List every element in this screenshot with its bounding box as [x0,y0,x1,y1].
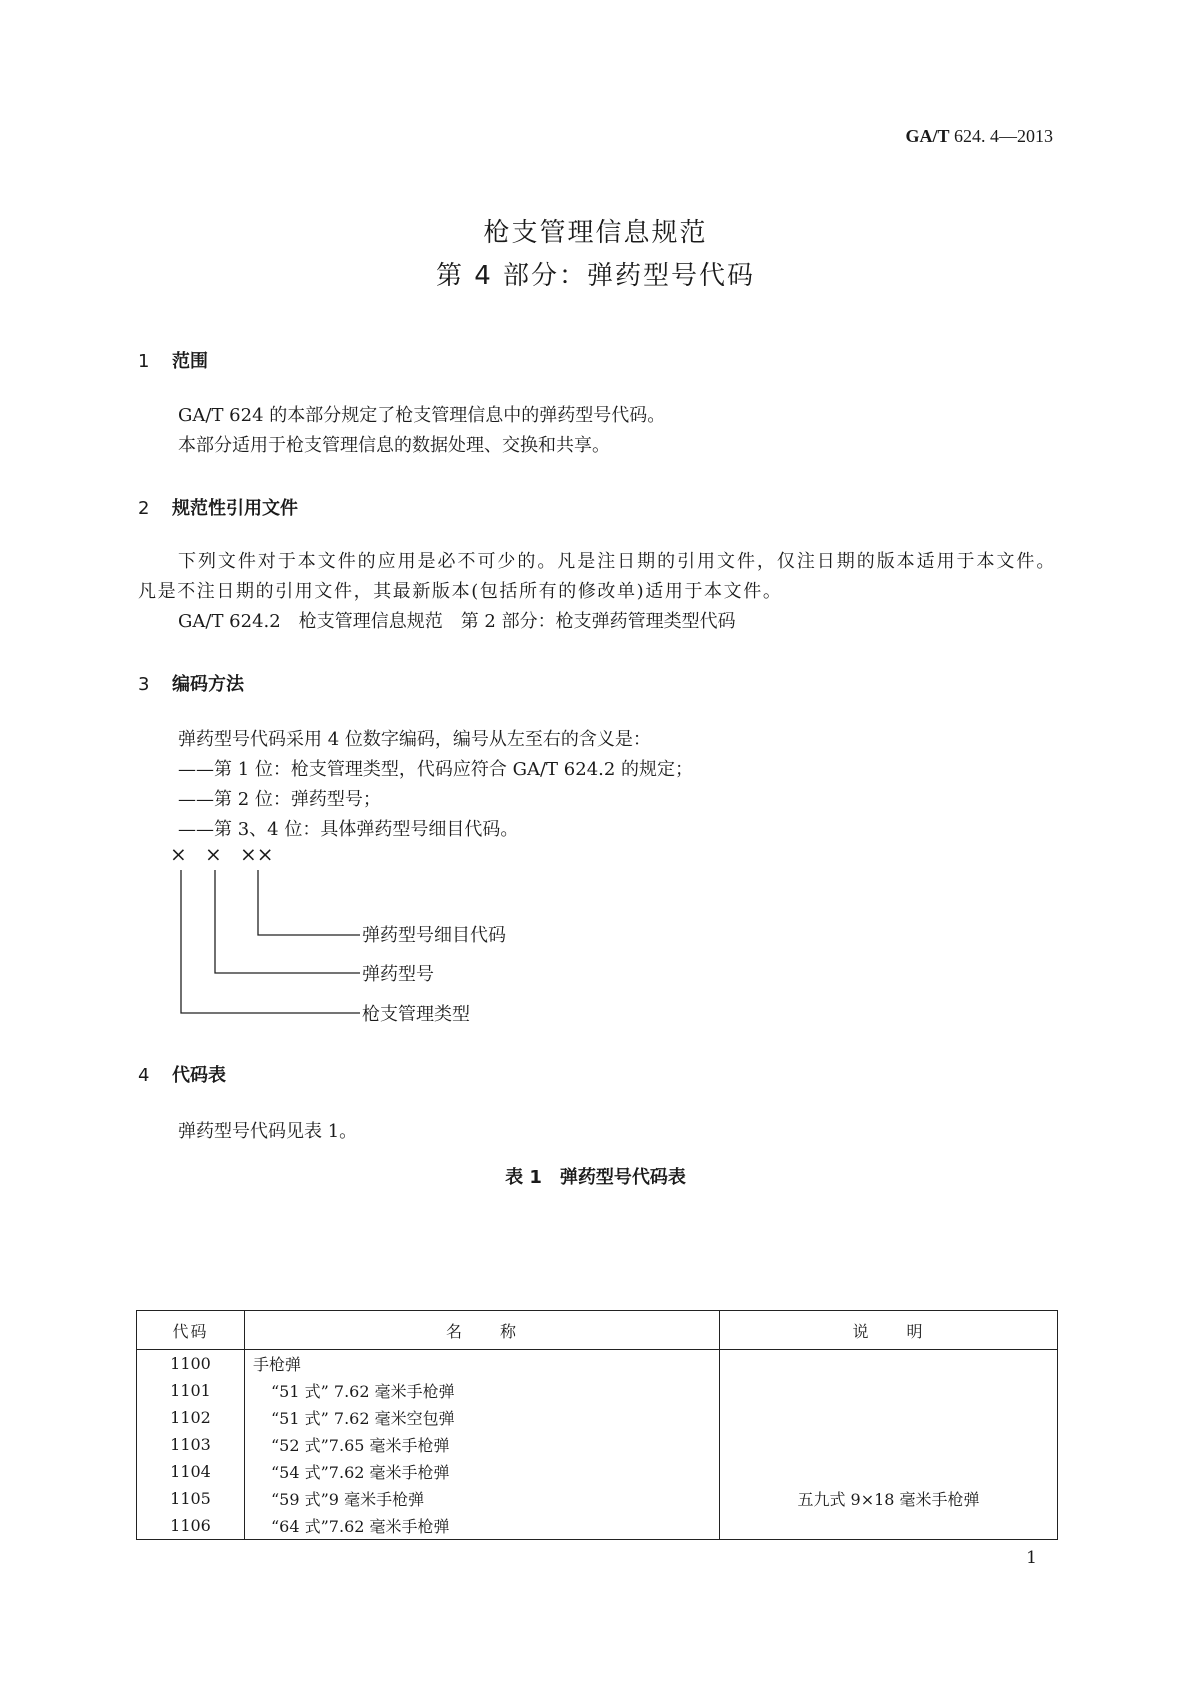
diagram-symbol: × [170,842,187,866]
section-1-paragraph-2: 本部分适用于枪支管理信息的数据处理、交换和共享。 [178,435,610,456]
document-title-line1: 枪支管理信息规范 [483,218,708,248]
code-cell: 1103 [137,1431,245,1458]
name-cell: 手枪弹 [245,1350,720,1378]
normative-reference: GA/T 624.2 枪支管理信息规范 第 2 部分：枪支弹药管理类型代码 [178,611,736,632]
table-header-row [137,1311,1058,1350]
section-1-title: 范围 [172,351,208,372]
note-cell [720,1512,1058,1540]
diagram-symbol: ×× [240,842,274,866]
table-caption: 表 1 弹药型号代码表 [505,1167,686,1188]
table-row [137,1350,1058,1378]
column-header-code: 代码 [137,1311,245,1350]
code-cell: 1105 [137,1485,245,1512]
note-cell [720,1350,1058,1378]
table-row [137,1458,1058,1485]
note-cell [720,1431,1058,1458]
section-2-paragraph: 下列文件对于本文件的应用是必不可少的。凡是注日期的引用文件，仅注日期的版本适用于本文件。凡是不注日期的引用文件，其最新版本(包括所有的修改单)适用于本文件。 [138,551,1056,602]
table-row [137,1512,1058,1540]
name-cell: “52 式”7.65 毫米手枪弹 [245,1431,720,1458]
name-cell: “51 式” 7.62 毫米手枪弹 [245,1377,720,1404]
section-3-intro: 弹药型号代码采用 4 位数字编码，编号从左至右的含义是： [178,729,651,750]
note-cell: 五九式 9×18 毫米手枪弹 [720,1485,1058,1512]
column-header-note: 说 明 [720,1311,1058,1350]
diagram-connector-type [215,870,360,973]
table-row [137,1431,1058,1458]
name-cell: “54 式”7.62 毫米手枪弹 [245,1458,720,1485]
diagram-label-detail: 弹药型号细目代码 [362,925,506,946]
note-cell [720,1377,1058,1404]
note-cell [720,1404,1058,1431]
diagram-label-management: 枪支管理类型 [362,1004,470,1025]
code-cell: 1104 [137,1458,245,1485]
section-1-number: 1 [138,351,150,372]
name-cell: “64 式”7.62 毫米手枪弹 [245,1512,720,1540]
table-row [137,1404,1058,1431]
section-2-number: 2 [138,498,150,519]
diagram-label-type: 弹药型号 [362,964,434,985]
code-cell: 1102 [137,1404,245,1431]
section-4-number: 4 [138,1065,150,1086]
ammo-code-table [136,1310,1058,1540]
section-4-paragraph: 弹药型号代码见表 1。 [178,1121,358,1142]
diagram-connector-detail [258,870,360,935]
coding-rule-item: ——第 2 位：弹药型号； [178,789,381,810]
column-header-name: 名 称 [245,1311,720,1350]
note-cell [720,1458,1058,1485]
code-cell: 1101 [137,1377,245,1404]
section-3-title: 编码方法 [172,674,244,695]
section-3-number: 3 [138,674,150,695]
section-4-heading [138,1061,226,1087]
diagram-symbol: × [205,842,222,866]
page-number: 1 [1026,1548,1037,1568]
section-1-paragraph-1: GA/T 624 的本部分规定了枪支管理信息中的弹药型号代码。 [178,405,666,426]
code-cell: 1106 [137,1512,245,1540]
section-2-title: 规范性引用文件 [172,498,298,519]
standard-prefix: GA/T [905,126,950,146]
coding-rule-item: ——第 1 位：枪支管理类型，代码应符合 GA/T 624.2 的规定； [178,759,694,780]
section-4-title: 代码表 [172,1065,226,1086]
name-cell: “59 式”9 毫米手枪弹 [245,1485,720,1512]
table-row [137,1377,1058,1404]
coding-rule-item: ——第 3、4 位：具体弹药型号细目代码。 [178,819,519,840]
name-cell: “51 式” 7.62 毫米空包弹 [245,1404,720,1431]
standard-code: 624. 4—2013 [954,126,1053,146]
code-cell: 1100 [137,1350,245,1378]
table-row [137,1485,1058,1512]
diagram-connector-management [181,870,360,1013]
document-title-line2: 第 4 部分：弹药型号代码 [435,261,756,291]
